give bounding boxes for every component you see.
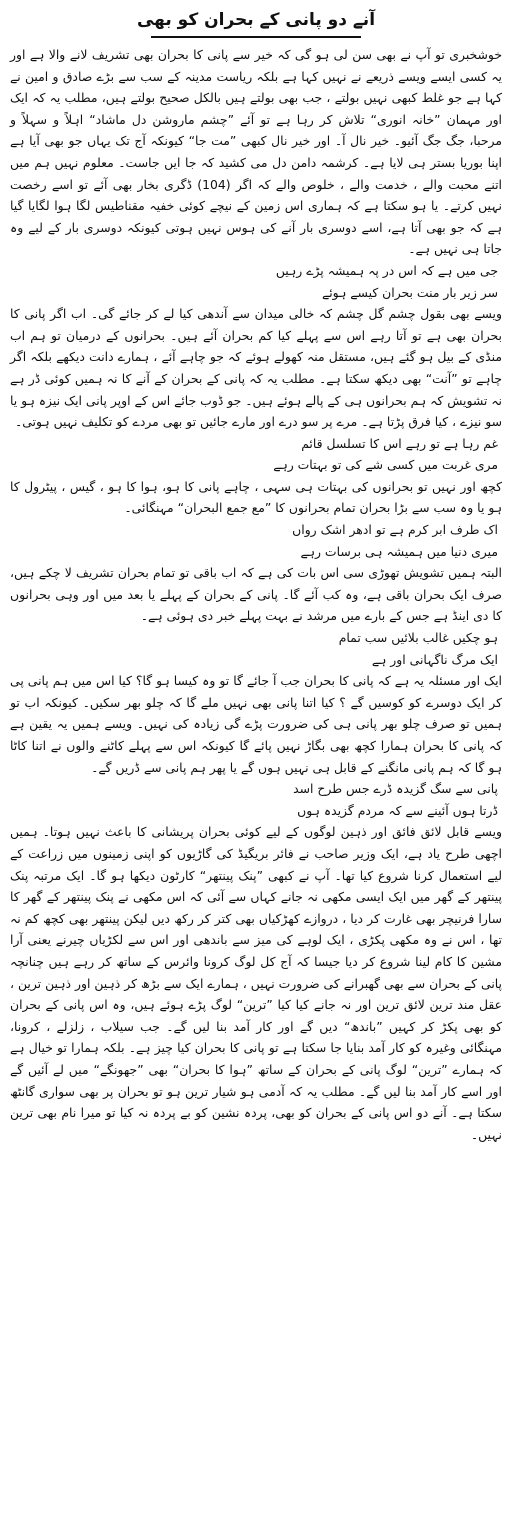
paragraph: ویسے بھی بقول چشم گل چشم کہ خالی میدان سے آندھی کیا لے کر جائے گی۔ اب اگر پانی کا بحران بھی ہے تو آتا رہے اس سے پہلے کیا کم بحران آئے ہیں۔ بحرانوں کے درمیان تو ہم اب منڈی کے بیل ہو گئے ہیں، مستقل منہ کھولے ہوئے کہ جو چاہے آئے ، ہمارے دانت دیکھے بلکہ اگر چاہے تو ”آنت“ بھی دیکھ سکتا ہے۔ مطلب یہ کہ پانی کے بحران کے آنے کا نہ ہمیں کوئی ڈر ہے نہ تشویش کہ ہم بحرانوں ہی کے پالے ہوئے ہیں۔ جو ڈوب جائے اس کے اوپر پانی ایک نیزہ ہو یا سو نیزے ، کیا فرق پڑتا ہے۔ مرے پر سو درے اور مارے جائیں تو بھی مردے کو تکلیف نہیں ہوتی۔	[10, 306, 502, 430]
poetry-line: ایک مرگ ناگہانی اور ہے	[371, 651, 498, 667]
poetry-line: جی میں ہے کہ اس در پہ ہمیشہ پڑے رہیں	[275, 262, 498, 278]
paragraph: البتہ ہمیں تشویش تھوڑی سی اس بات کی ہے کہ اب باقی تو تمام بحران تشریف لا چکے ہیں، صرف ایک بحران باقی ہے، وہ کب آئے گا۔ پانی کے بحران کے پہلے یا بعد میں اور وہی بحرانوں کا دی اینڈ ہے جس کے بارے میں مرشد نے بہت پہلے خبر دی ہوئی ہے۔	[10, 565, 502, 624]
poetry-line: ڈرتا ہوں آئینے سے کہ مردم گزیدہ ہوں	[297, 802, 498, 818]
poetry-line: غم رہا ہے تو رہے اس کا تسلسل قائم	[301, 435, 498, 451]
title-underline	[151, 36, 361, 38]
paragraph: ایک اور مسئلہ یہ ہے کہ پانی کا بحران جب آ جائے گا تو وہ کیسا ہو گا؟ کیا اس میں ہم پانی پی کر ایک دوسرے کو کوسیں گے ؟ کیا اتنا پانی بھی نہیں ملے گا کہ چلو بھر سکیں۔ کیونکہ اب تو ہمیں تو صرف چلو بھر پانی ہی کی ضرورت پڑے گی زیادہ کی نہیں۔ ویسے ہمیں یہ یقین ہے کہ پانی کا بحران ہمارا کچھ بھی بگاڑ نہیں پائے گا کیونکہ اس سے پہلے کاٹنے والوں نے اتنا کاٹا ہو گا کہ ہم پانی مانگنے کے قابل ہی نہیں ہوں گے یا پھر ہم پانی سے ڈریں گے۔	[10, 673, 502, 775]
poetry-line: سر زیر بار منت بحران کیسے ہوئے	[321, 284, 498, 300]
poetry-line: اک طرف ابر کرم ہے تو ادھر اشک رواں	[292, 522, 498, 538]
article-body	[10, 44, 502, 1145]
article-title: آنے دو پانی کے بحران کو بھی	[136, 10, 376, 30]
paragraph: ویسے قابل لائق فائق اور ذہین لوگوں کے لیے کوئی بحران پریشانی کا باعث نہیں ہوتا۔ ہمیں اچھی طرح یاد ہے، ایک وزیر صاحب نے فائر بریگیڈ کی گاڑیوں کو اپنی زمینوں میں زراعت کے لیے استعمال کرنا شروع کیا تھا۔ آپ نے کبھی ”پنک پینتھر“ کارٹون دیکھا ہو گا۔ ایک مرتبہ پنک پینتھر کے گھر میں ایک ایسی مکھی نہ جانے کہاں سے آئی کہ اس مکھی نے پنک پینتھر کے گھر کا سارا فرنیچر بھی غارت کر دیا ، دروازے کھڑکیاں بھی کتر کر رکھ دیں لیکن پینتھر بھی کچھ کم نہ تھا ، اس نے وہ مکھی پکڑی ، ایک لوہے کی میز سے باندھی اور اس سے لکڑیاں چیرنے یعنی آرا مشین کا کام لینا شروع کر دیا جیسا کہ آج کل لوگ کرونا وائرس کے ساتھ کر رہے ہیں چنانچہ پانی کے بحران سے بھی گھبرانے کی ضرورت نہیں ، ہمارے ایک سے بڑھ کر ذہین اور ذہین ترین ، عقل مند ترین لائق ترین اور نہ جانے کیا کیا ”ترین“ لوگ پڑے ہوئے ہیں، وہ اس پانی کے بحران کو بھی پکڑ کر کہیں ”باندھ“ دیں گے اور کار آمد بنا لیں گے۔ جب سیلاب ، زلزلے ، کرونا، مہنگائی وغیرہ کو کار آمد بنایا جا سکتا ہے تو پانی کا بحران کیا چیز ہے۔ بلکہ ہمارا تو خیال ہے کہ ہمارے ”ترین“ لوگ پانی کے بحران کے ساتھ ”ہوا کا بحران“ بھی ”جھونگے“ میں لے آئیں گے اور اسے کار آمد بنا لیں گے۔ مطلب یہ کہ آدمی ہو شیار ترین ہو تو بحران پر بھی سواری گانٹھ سکتا ہے۔ آنے دو اس پانی کے بحران کو بھی، پردہ نشین کو بے پردہ نہ کیا تو میرا نام بھی ترین نہیں۔	[10, 824, 502, 1142]
poetry-line: پانی سے سگ گزیدہ ڈرے جس طرح اسد	[293, 781, 498, 797]
paragraph: خوشخبری تو آپ نے بھی سن لی ہو گی کہ خیر سے پانی کا بحران بھی تشریف لانے والا ہے اور یہ کسی ایسے ویسے ذریعے نے نہیں کہا ہے بلکہ ریاست مدینہ کے سب سے بڑے صادق و امین نے کہا ہے جو غلط کبھی نہیں بولتے ، جب بھی بولتے ہیں بالکل صحیح بولتے ہیں، مطلب یہ کہ ایک اور مہمان ”خانہ انوری“ تلاش کر رہا ہے تو آئے ”چشم ماروشن دل ماشاد“ اہلاً و سہلاً و مرحبا، جگ جگ آئیو۔ خیر نال آ۔ اور خیر نال کبھی ”مت جا“ کیونکہ آج تک یہاں جو بھی آیا ہے اپنا بوریا بستر ہی لایا ہے۔ کرشمہ دامن دل می کشید کہ جا ایں جاست۔ معلوم نہیں ہم میں اتنے محبت والے ، خدمت والے ، خلوص والے کہ اگر (104) ڈگری بخار بھی آئے تو اسے رخصت نہیں کرتے۔ یا ہو سکتا ہے کہ ہماری اس زمین کے نیچے کوئی خفیہ مقناطیس لگا ہوا لگایا گیا ہے کہ جو بھی آتا ہے، اسے دوسری بار آنے کی ہوس نہیں ہوتی کیونکہ دوسری بار کے لیے وہ جاتا ہی نہیں ہے۔	[10, 47, 502, 257]
paragraph: کچھ اور نہیں تو بحرانوں کی بہتات ہی سہی ، چاہے پانی کا ہو، ہوا کا ہو ، گیس ، پیٹرول کا ہو یا وہ سب سے بڑا بحران تمام بحرانوں کا ”مع جمع البحران“ مہنگائی۔	[10, 478, 502, 516]
poetry-line: ہو چکیں غالب بلائیں سب تمام	[338, 630, 498, 646]
poetry-line: میری دنیا میں ہمیشہ ہی برسات رہے	[300, 543, 498, 559]
poetry-line: مری غربت میں کسی شے کی تو بہتات رہے	[273, 457, 498, 473]
